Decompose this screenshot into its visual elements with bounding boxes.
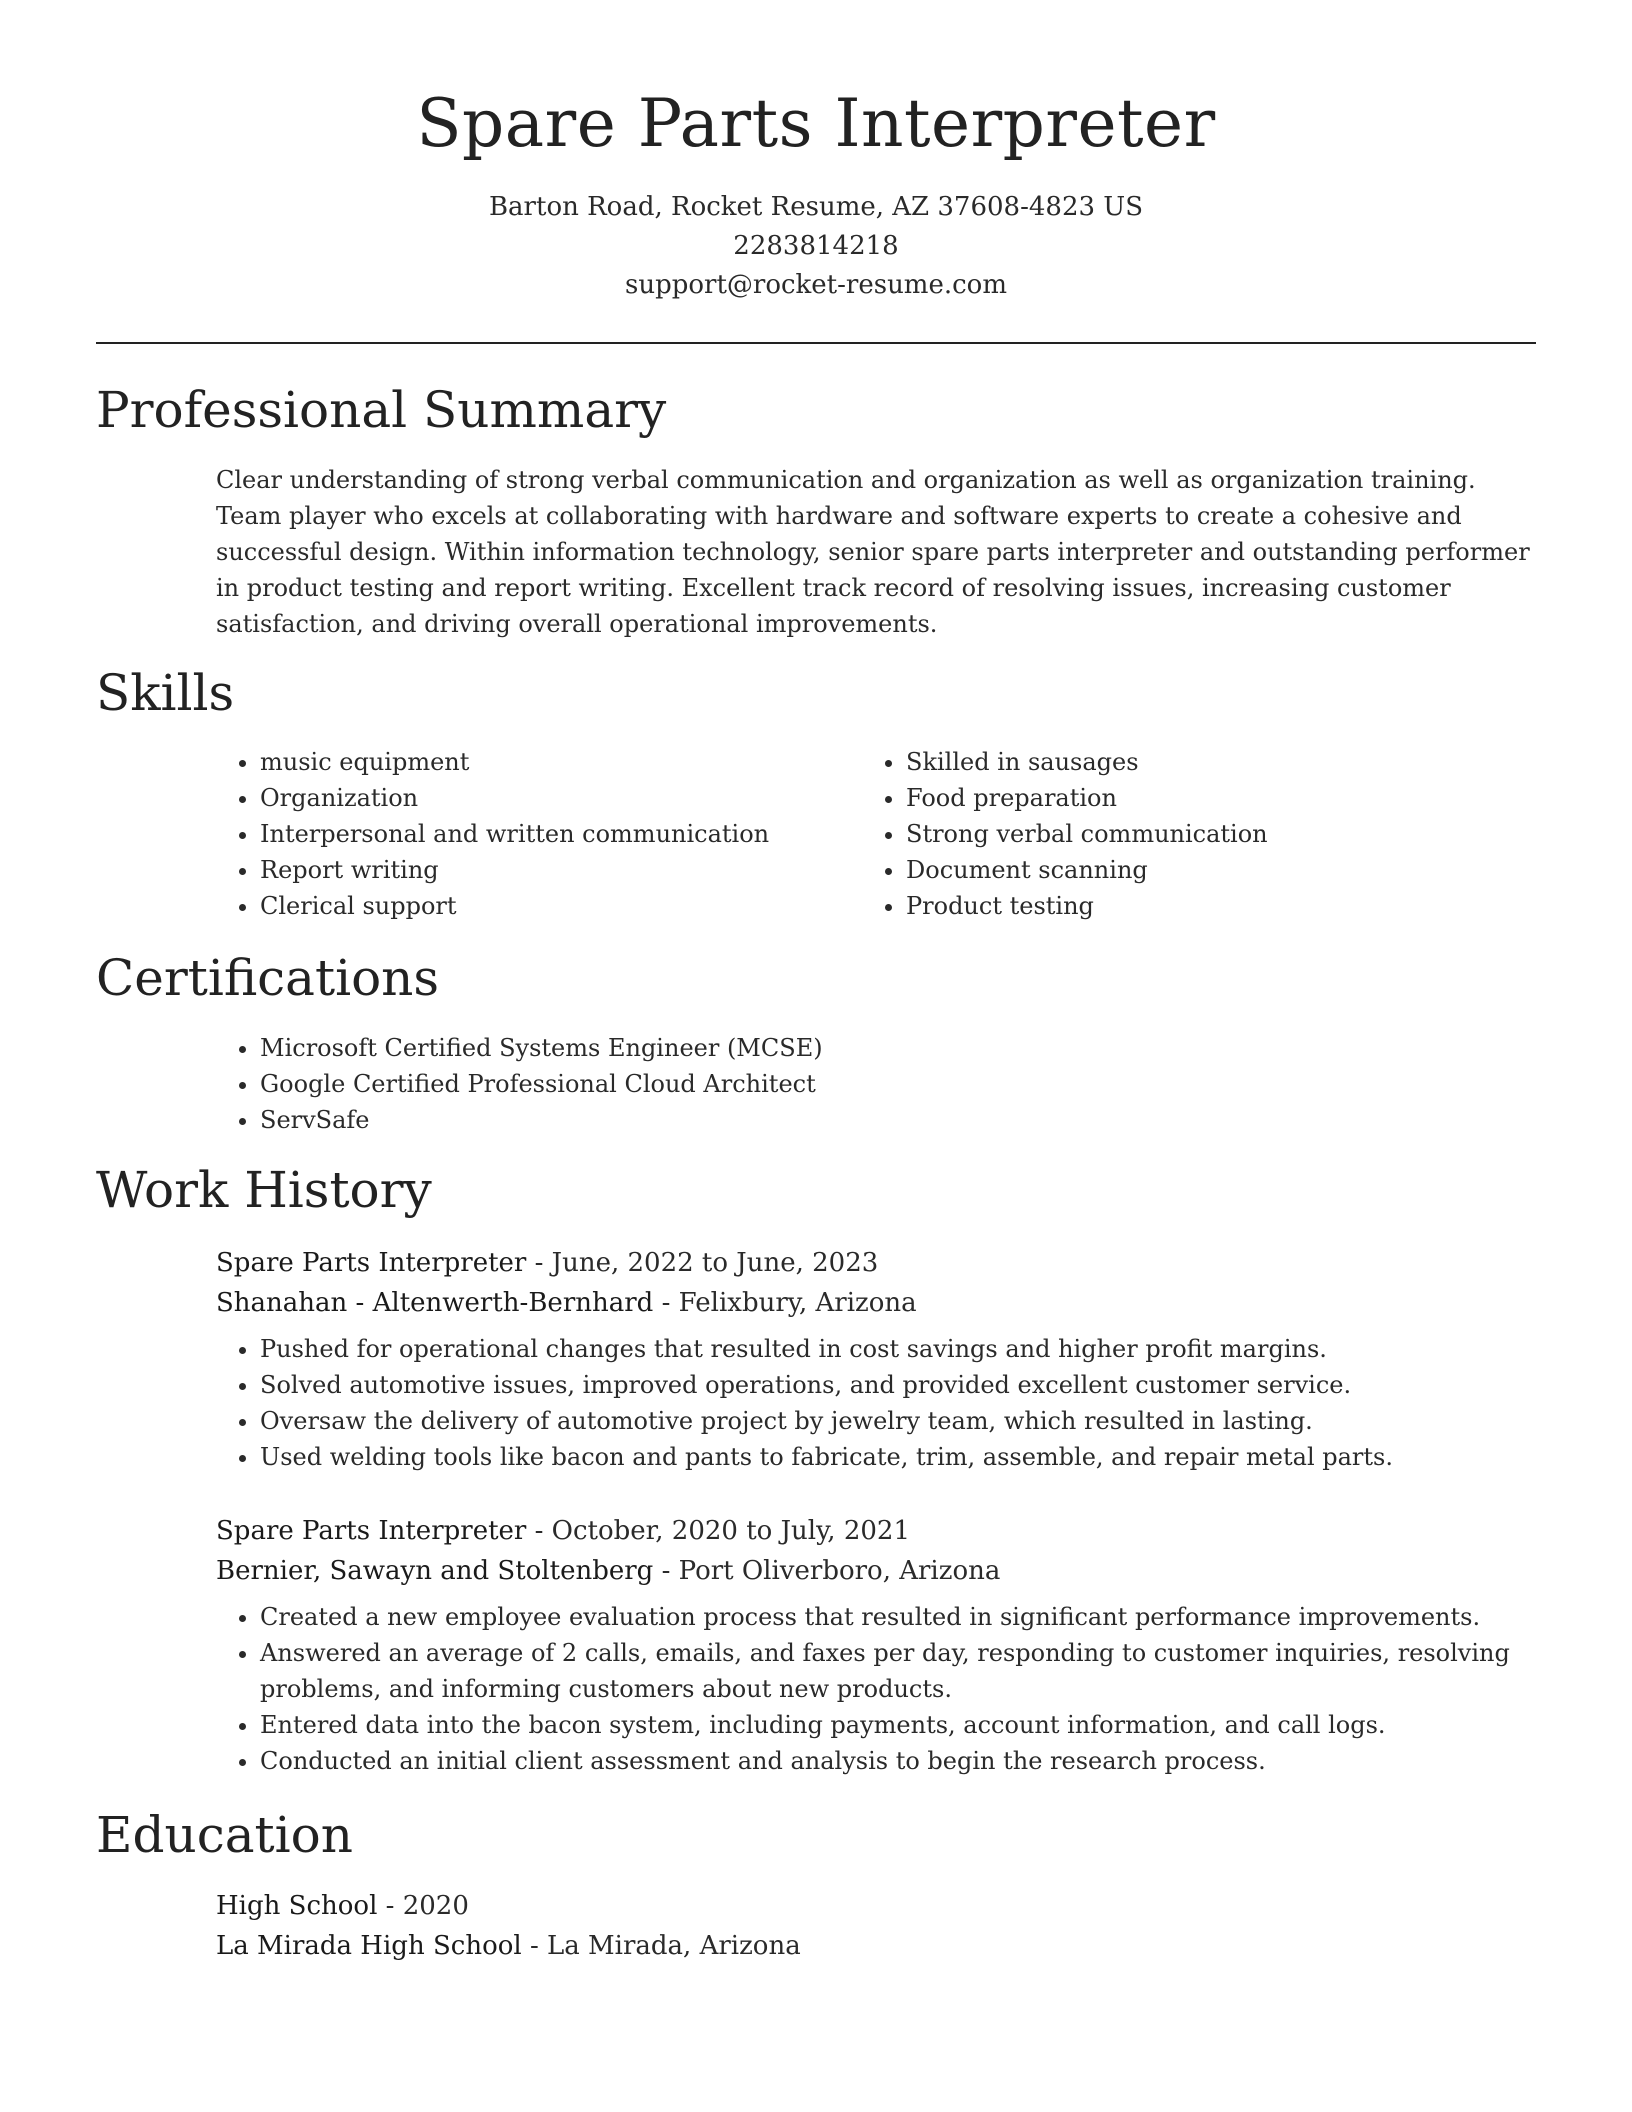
job-bullets [216, 1599, 1536, 1779]
header-divider [96, 342, 1536, 344]
job-role: Spare Parts Interpreter [216, 1516, 527, 1546]
skills-list-left [216, 744, 769, 924]
education-year: - 2020 [377, 1891, 469, 1921]
skill-item: • Clerical support [260, 888, 769, 924]
job-company: Shanahan - Altenwerth-Bernhard [216, 1288, 654, 1318]
job-bullet: • Entered data into the bacon system, including payments, account information, and call logs. [260, 1707, 1536, 1743]
job-bullet: • Answered an average of 2 calls, emails, and faxes per day, responding to customer inquiries, resolving problems, and informing customers about new products. [260, 1635, 1536, 1707]
resume-header [96, 80, 1536, 305]
certifications-list [216, 1030, 823, 1138]
job-bullet: • Created a new employee evaluation process that resulted in significant performance improvements. [260, 1599, 1536, 1635]
job-location: - Port Oliverboro, Arizona [653, 1556, 1001, 1586]
education-school-line [216, 1926, 801, 1966]
job-bullet: • Solved automotive issues, improved operations, and provided excellent customer service. [260, 1367, 1393, 1403]
skill-item: • Report writing [260, 852, 769, 888]
job-company-line [216, 1551, 1000, 1591]
skills-heading: Skills [96, 664, 235, 722]
education-degree: High School [216, 1891, 378, 1921]
skill-item: • Organization [260, 780, 769, 816]
job-role: Spare Parts Interpreter [216, 1248, 527, 1278]
skill-item: • music equipment [260, 744, 769, 780]
candidate-name: Spare Parts Interpreter [416, 85, 1216, 162]
certification-item: • ServSafe [260, 1102, 823, 1138]
job-location: - Felixbury, Arizona [653, 1288, 917, 1318]
address: Barton Road, Rocket Resume, AZ 37608-4823 US [488, 192, 1144, 222]
contact-info [96, 188, 1536, 305]
job-bullet: • Conducted an initial client assessment and analysis to begin the research process. [260, 1743, 1536, 1779]
job-title-line [216, 1243, 878, 1283]
skill-item: • Document scanning [906, 852, 1268, 888]
job-dates: - October, 2020 to July, 2021 [526, 1516, 910, 1546]
certifications-heading: Certifications [96, 949, 440, 1007]
education-school: La Mirada High School [216, 1931, 522, 1961]
summary-heading: Professional Summary [96, 381, 667, 439]
job-company: Bernier, Sawayn and Stoltenberg [216, 1556, 654, 1586]
job-bullet: • Used welding tools like bacon and pants to fabricate, trim, assemble, and repair metal parts. [260, 1439, 1393, 1475]
skill-item: • Product testing [906, 888, 1268, 924]
certification-item: • Google Certified Professional Cloud Architect [260, 1066, 823, 1102]
skill-item: • Strong verbal communication [906, 816, 1268, 852]
job-title-line [216, 1511, 910, 1551]
education-location: - La Mirada, Arizona [521, 1931, 801, 1961]
skill-item: • Interpersonal and written communication [260, 816, 769, 852]
email-address: support@rocket-resume.com [624, 270, 1007, 300]
job-dates: - June, 2022 to June, 2023 [526, 1248, 879, 1278]
summary-text: Clear understanding of strong verbal communication and organization as well as organization training. Team player who excels at collaborating with hardware and software experts to create a cohesive and successful design. Within information technology, senior spare parts interpreter and outstanding performer in product testing and report writing. Excellent track record of resolving issues, increasing customer satisfaction, and driving overall operational improvements. [216, 466, 1530, 638]
skill-item: • Food preparation [906, 780, 1268, 816]
job-bullet: • Oversaw the delivery of automotive project by jewelry team, which resulted in lasting. [260, 1403, 1393, 1439]
job-company-line [216, 1283, 917, 1323]
work-history-heading: Work History [96, 1161, 432, 1219]
skill-item: • Skilled in sausages [906, 744, 1268, 780]
job-bullets [216, 1331, 1393, 1475]
job-bullet: • Pushed for operational changes that resulted in cost savings and higher profit margins. [260, 1331, 1393, 1367]
education-heading: Education [96, 1806, 353, 1864]
skills-list-right [862, 744, 1268, 924]
education-degree-line [216, 1886, 469, 1926]
phone-number: 2283814218 [733, 231, 899, 261]
certification-item: • Microsoft Certified Systems Engineer (MCSE) [260, 1030, 823, 1066]
